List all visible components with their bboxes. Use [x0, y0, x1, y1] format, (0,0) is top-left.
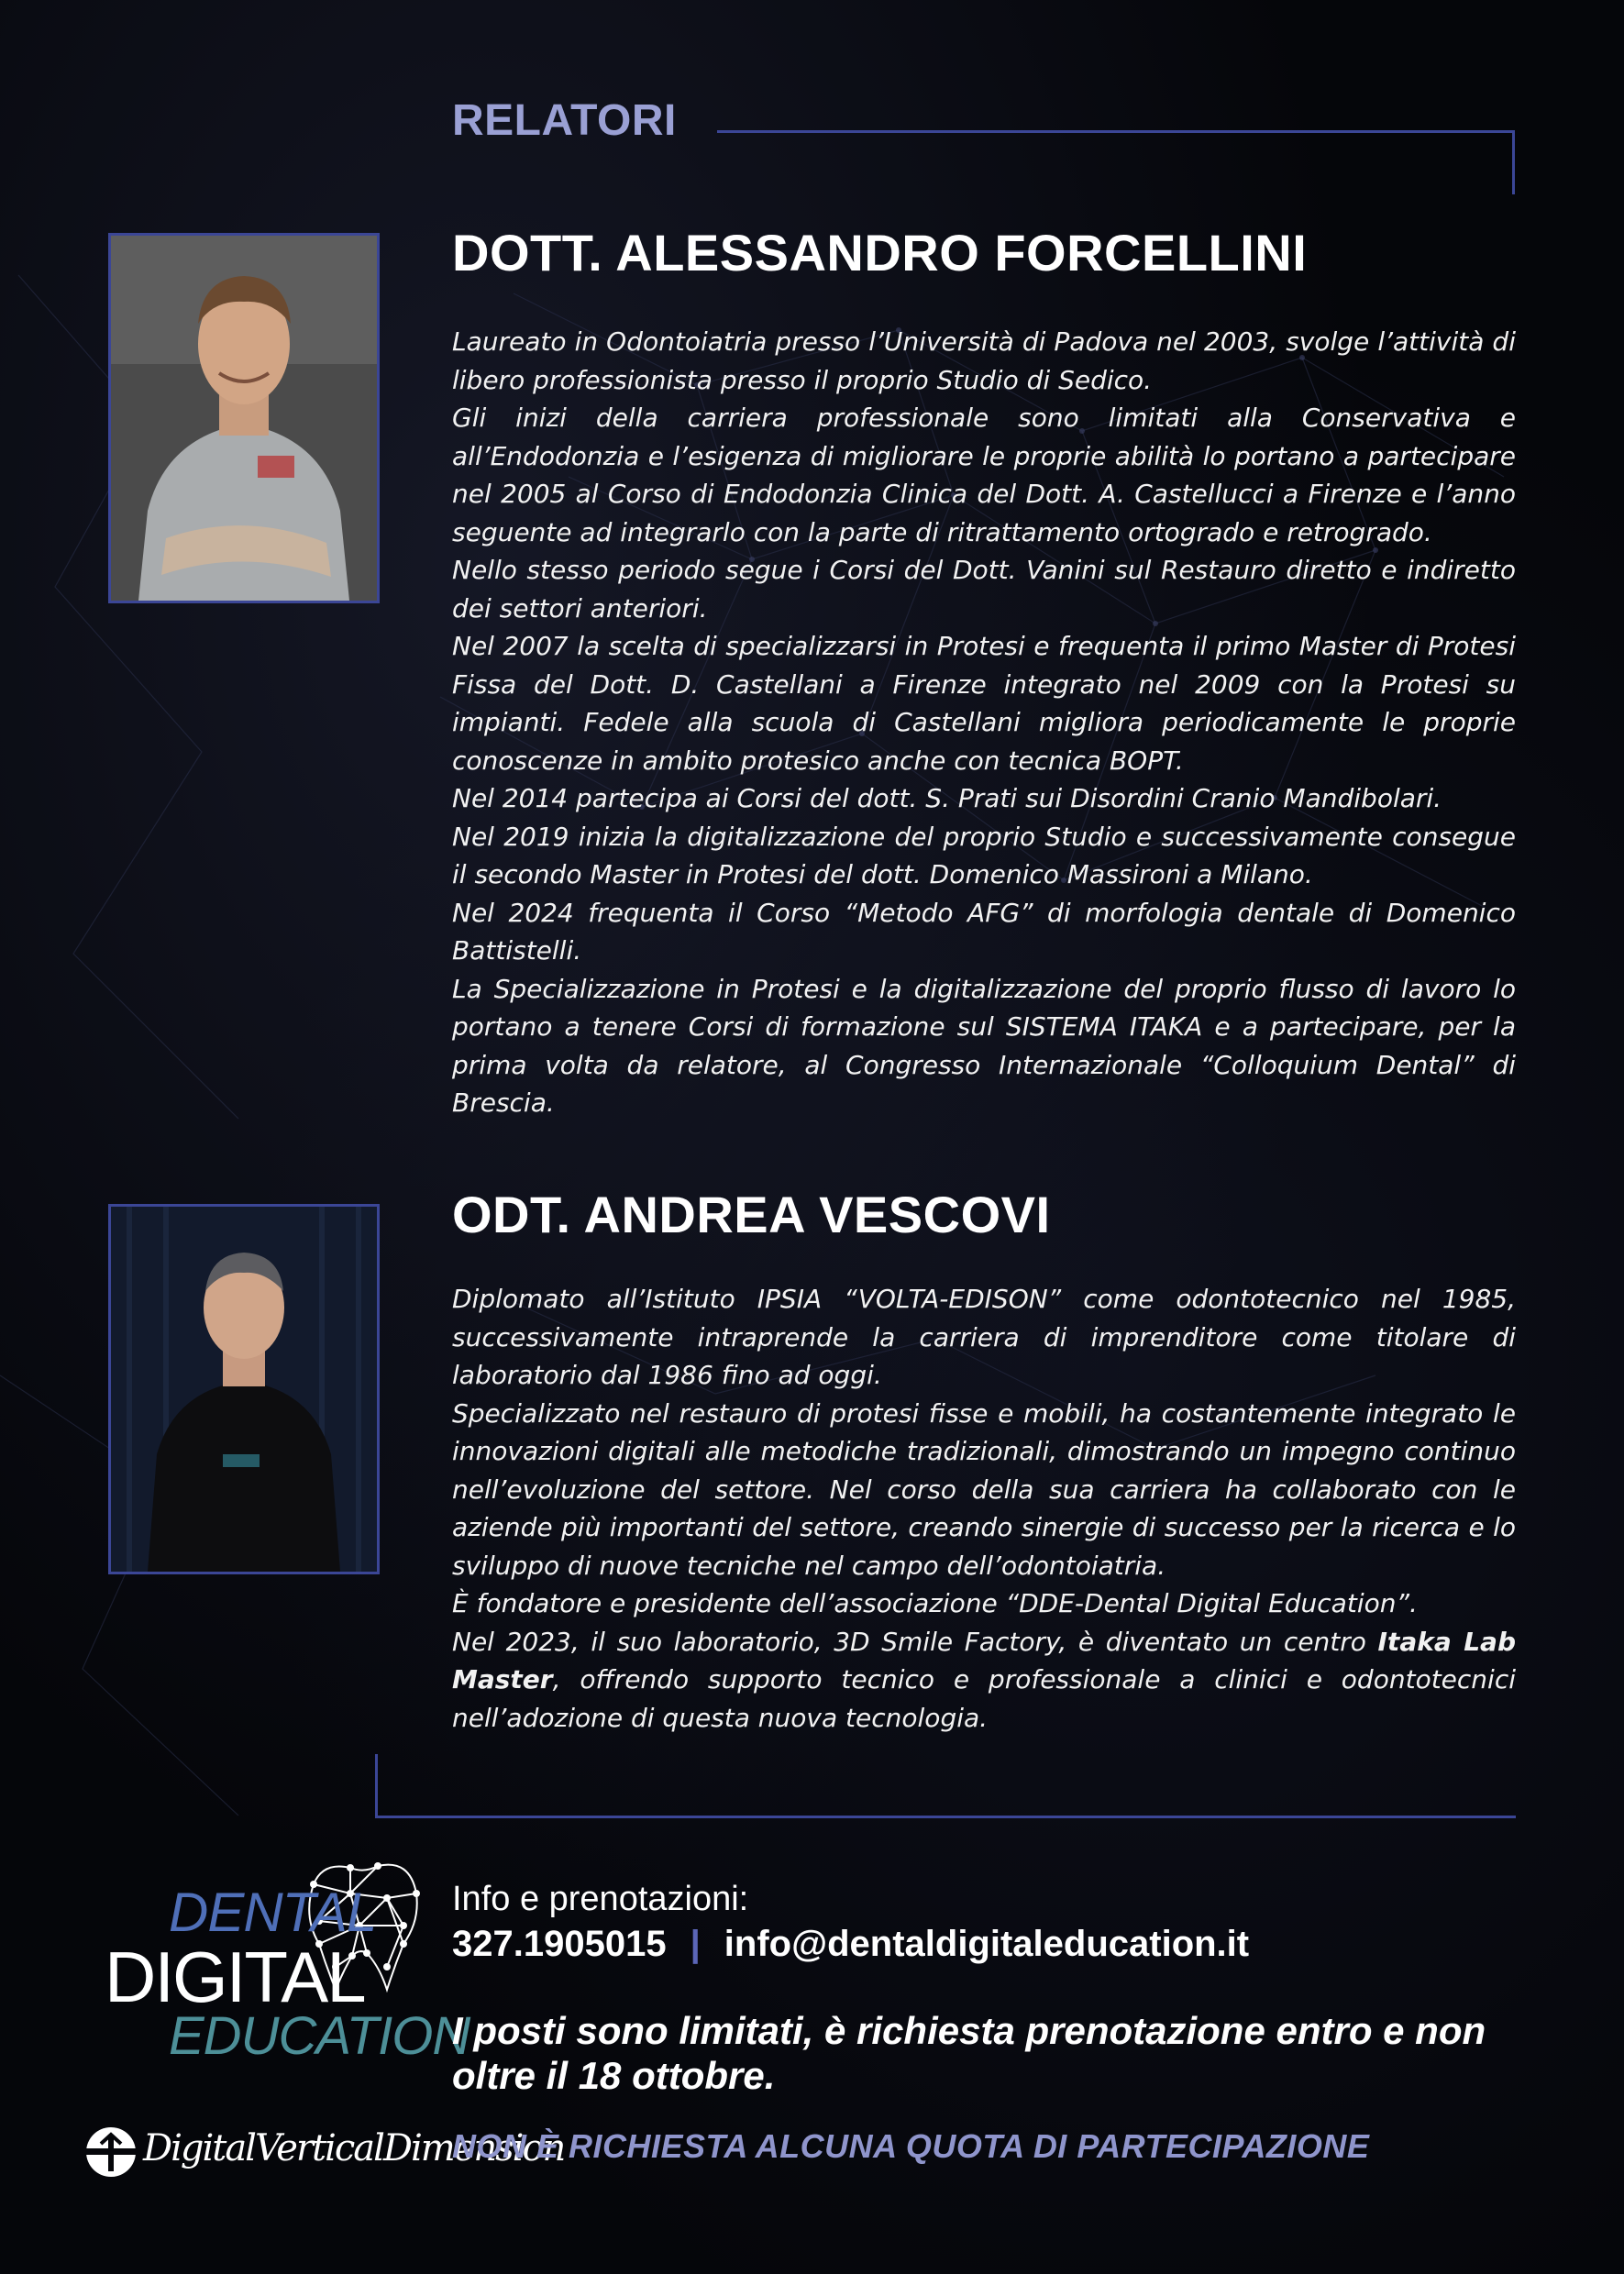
bio-paragraph: Laureato in Odontoiatria presso l’Università di Padova nel 2003, svolge l’attività di libero professionista presso il proprio Studio di Sedico. — [452, 326, 1516, 395]
bio-paragraph — [452, 1623, 1516, 1738]
dvd-globe-icon — [84, 2125, 138, 2179]
contact-line — [452, 1924, 1249, 1965]
speaker-name-vescovi: ODT. ANDREA VESCOVI — [452, 1186, 1051, 1243]
bio-paragraph: Nel 2024 frequenta il Corso “Metodo AFG” di morfologia dentale di Domenico Battistelli. — [452, 897, 1516, 966]
contact-separator: | — [690, 1924, 701, 1964]
free-participation-note: NON È RICHIESTA ALCUNA QUOTA DI PARTECIPAZIONE — [452, 2127, 1370, 2165]
email-link[interactable]: info@dentaldigitaleducation.it — [724, 1924, 1250, 1964]
section-title: RELATORI — [452, 96, 677, 145]
dde-logo-word-digital: DIGITAL — [105, 1937, 365, 2017]
info-label: Info e prenotazioni: — [452, 1880, 749, 1918]
dde-logo — [92, 1857, 470, 2068]
bottom-divider-vertical — [375, 1754, 378, 1818]
dde-logo-word-education: EDUCATION — [169, 2006, 470, 2066]
bio-text: , offrendo supporto tecnico e professionale a clinici e odontotecnici nell’adozione di questa nuova tecnologia. — [452, 1664, 1516, 1733]
bio-paragraph: Specializzato nel restauro di protesi fisse e mobili, ha costantemente integrato le innovazioni digitali alle metodiche tradizionali, dimostrando un impegno continuo nell’evoluzione del settore. Nel corso della sua carriera ha collaborato con le aziende più importanti del settore, creando sinergie di successo per la ricerca e lo sviluppo di nuove tecniche nel campo dell’odontoiatria. — [452, 1397, 1516, 1581]
bio-paragraph: È fondatore e presidente dell’associazione “DDE-Dental Digital Education”. — [452, 1588, 1418, 1618]
bio-paragraph: Nel 2007 la scelta di specializzarsi in Protesi e frequenta il primo Master di Protesi Fissa del Dott. D. Castellani a Firenze integrato nel 2009 con la Protesi su impianti. Fedele alla scuola di Castellani migliora periodicamente le proprie conoscenze in ambito protesico anche con tecnica BOPT. — [452, 631, 1516, 776]
speaker-bio-forcellini — [452, 323, 1516, 1122]
bio-paragraph: Nel 2019 inizia la digitalizzazione del proprio Studio e successivamente consegue il secondo Master in Protesi del dott. Domenico Massironi a Milano. — [452, 821, 1516, 889]
bio-paragraph: Nel 2014 partecipa ai Corsi del dott. S. Prati sui Disordini Cranio Mandibolari. — [452, 783, 1442, 813]
speaker-bio-vescovi — [452, 1280, 1516, 1737]
speaker-photo-vescovi — [108, 1204, 380, 1574]
bio-paragraph: Gli inizi della carriera professionale sono limitati alla Conservativa e all’Endodonzia e l’esigenza di migliorare le proprie abilità lo portano a partecipare nel 2005 al Corso di Endodonzia Clinica del Dott. A. Castellucci a Firenze e l’anno seguente ad integrarlo con la parte di ritrattamento ortogrado e retrogrado. — [452, 403, 1516, 547]
bio-paragraph: Nello stesso periodo segue i Corsi del Dott. Vanini sul Restauro diretto e indiretto dei settori anteriori. — [452, 555, 1516, 624]
booking-notice: I posti sono limitati, è richiesta prenotazione entro e non oltre il 18 ottobre. — [452, 2009, 1486, 2097]
phone-number[interactable]: 327.1905015 — [452, 1924, 667, 1964]
bottom-divider-horizontal — [375, 1816, 1516, 1818]
bio-text: Nel 2023, il suo laboratorio, 3D Smile Factory, è diventato un centro — [452, 1626, 1378, 1657]
title-divider-vertical — [1512, 130, 1515, 194]
dde-logo-word-dental: DENTAL — [169, 1882, 377, 1943]
bio-paragraph: La Specializzazione in Protesi e la digitalizzazione del proprio flusso di lavoro lo portano a tenere Corsi di formazione sul SISTEMA ITAKA e a partecipare, per la prima volta da relatore, al Congresso Internazionale “Colloquium Dental” di Brescia. — [452, 973, 1516, 1118]
speaker-photo-forcellini — [108, 233, 380, 603]
bio-paragraph: Diplomato all’Istituto IPSIA “VOLTA-EDISON” come odontotecnico nel 1985, successivamente intraprende la carriera di imprenditore come titolare di laboratorio dal 1986 fino ad oggi. — [452, 1284, 1516, 1390]
dvd-logo-text: DigitalVerticalDimension — [143, 2127, 565, 2169]
speaker-name-forcellini: DOTT. ALESSANDRO FORCELLINI — [452, 224, 1308, 281]
title-divider-horizontal — [717, 130, 1515, 133]
dvd-logo — [84, 2118, 565, 2182]
bio-highlight: Itaka Lab Master — [452, 1626, 1516, 1694]
